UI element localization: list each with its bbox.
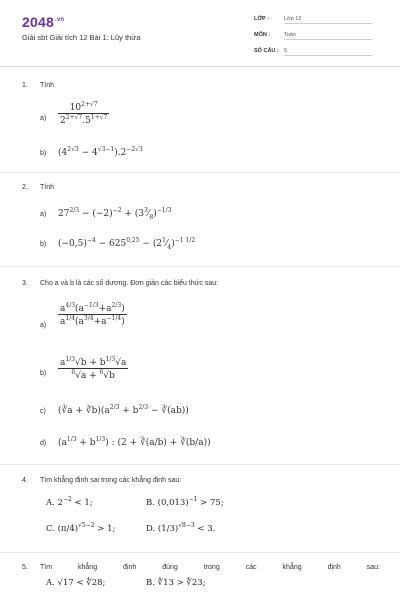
formula: $27^{2/3} - (-2)^{-2}$ + $(3^3⁄_8)^{-1/3}$ xyxy=(58,207,172,221)
divider xyxy=(0,172,400,173)
divider xyxy=(0,552,400,553)
choice-4d: D. $(1/3)^{√8-3} < 3$. xyxy=(146,522,216,534)
meta-question-count: SỐ CÂU : 5 xyxy=(254,48,372,56)
divider xyxy=(0,266,400,267)
formula: (∛a + $∛b)(a^{2/3} + b^{2/3}$ − ∛(ab)) xyxy=(58,404,189,416)
choice-5b: B. ∜13 > ∜23; xyxy=(146,578,206,588)
formula: $(-0,5)^{-4} - 625^{0,25}$ − $(2^1⁄_4)^{-1 1/2}$ xyxy=(58,237,196,251)
formula: $\frac{a^{1/3}√b + b^{1/3}√a}{^6√a + ^6√b}$ xyxy=(60,356,127,381)
choice-4b: B. $(0,013)^{-1} > 75$; xyxy=(146,496,224,508)
formula: $\frac{10^{2+√7}}{2^{2+√7}.5^{1+√7}}$ xyxy=(60,101,108,126)
document-page: $2048^{.vn}$ Giải sbt Giải tích 12 Bài 1: Lũy thừa LỚP : Lớp 12 MÔN : Toán SỐ CÂU : 5 1. Tính a) $\frac{10^{2+√7}}{2^{2+√7}.5^{1+√7}}$ b) $(4^{2√3} - 4^{√3-1}).2^{-2√3}$ 2. Tính a) $27^{2/3} - (-2)^{-2}$ + $(3^3⁄_8)^{-1/3}$ b) $(-0,5)^{-4} - 625^{0,25}$ − $(2^1⁄_4)^{-1 1/2}$ 3. Cho a và b là các số dương. Đơn giản các biểu thức sau: a) $\frac{a^{4/3}(a^{-1/3}+a^{2/3})}{a^{1/4}(a^{3/4}+a^{-1/4})}$ b) $\frac{a^{1/3}√b + b^{1/3}√a}{^6√a + ^6√b}$ c) (∛a + $∛b)(a^{2/3} + b^{2/3}$ − ∛(ab)) d) $(a^{1/3} + b^{1/3})$ : (2 + ∛(a/b) + ∛(b/a)) 4. Tìm khẳng định sai trong các khẳng định sau: A. $2^{-2} < 1$; B. $(0,013)^{-1} > 75$; C. $(\pi/4)^{√5-2} > 1$; D. $(1/3)^{√8-3} < 3$. 5. Tìm khẳng định đúng trong các khẳng định sau: A. √17 < ∜28; B. ∜13 > ∜23; xyxy=(0,0,400,600)
document-title: Giải sbt Giải tích 12 Bài 1: Lũy thừa xyxy=(22,33,141,42)
divider xyxy=(0,464,400,465)
meta-subject: MÔN : Toán xyxy=(254,32,372,40)
choice-4a: A. $2^{-2} < 1$; xyxy=(46,496,93,508)
formula: $(a^{1/3} + b^{1/3})$ : (2 + ∛(a/b) + ∛(b/a)) xyxy=(58,436,211,448)
choice-4c: C. $(\pi/4)^{√5-2} > 1$; xyxy=(46,522,116,534)
choice-5a: A. √17 < ∜28; xyxy=(46,578,106,588)
formula: $\frac{a^{4/3}(a^{-1/3}+a^{2/3})}{a^{1/4}(a^{3/4}+a^{-1/4})}$ xyxy=(60,302,125,327)
formula: $(4^{2√3} - 4^{√3-1}).2^{-2√3}$ xyxy=(58,146,143,158)
meta-class: LỚP : Lớp 12 xyxy=(254,16,372,24)
document-header xyxy=(0,0,400,67)
site-logo[interactable]: $2048^{.vn}$ xyxy=(22,14,65,30)
question-5-text: Tìm khẳng định đúng trong các khẳng định sau: xyxy=(40,564,380,571)
